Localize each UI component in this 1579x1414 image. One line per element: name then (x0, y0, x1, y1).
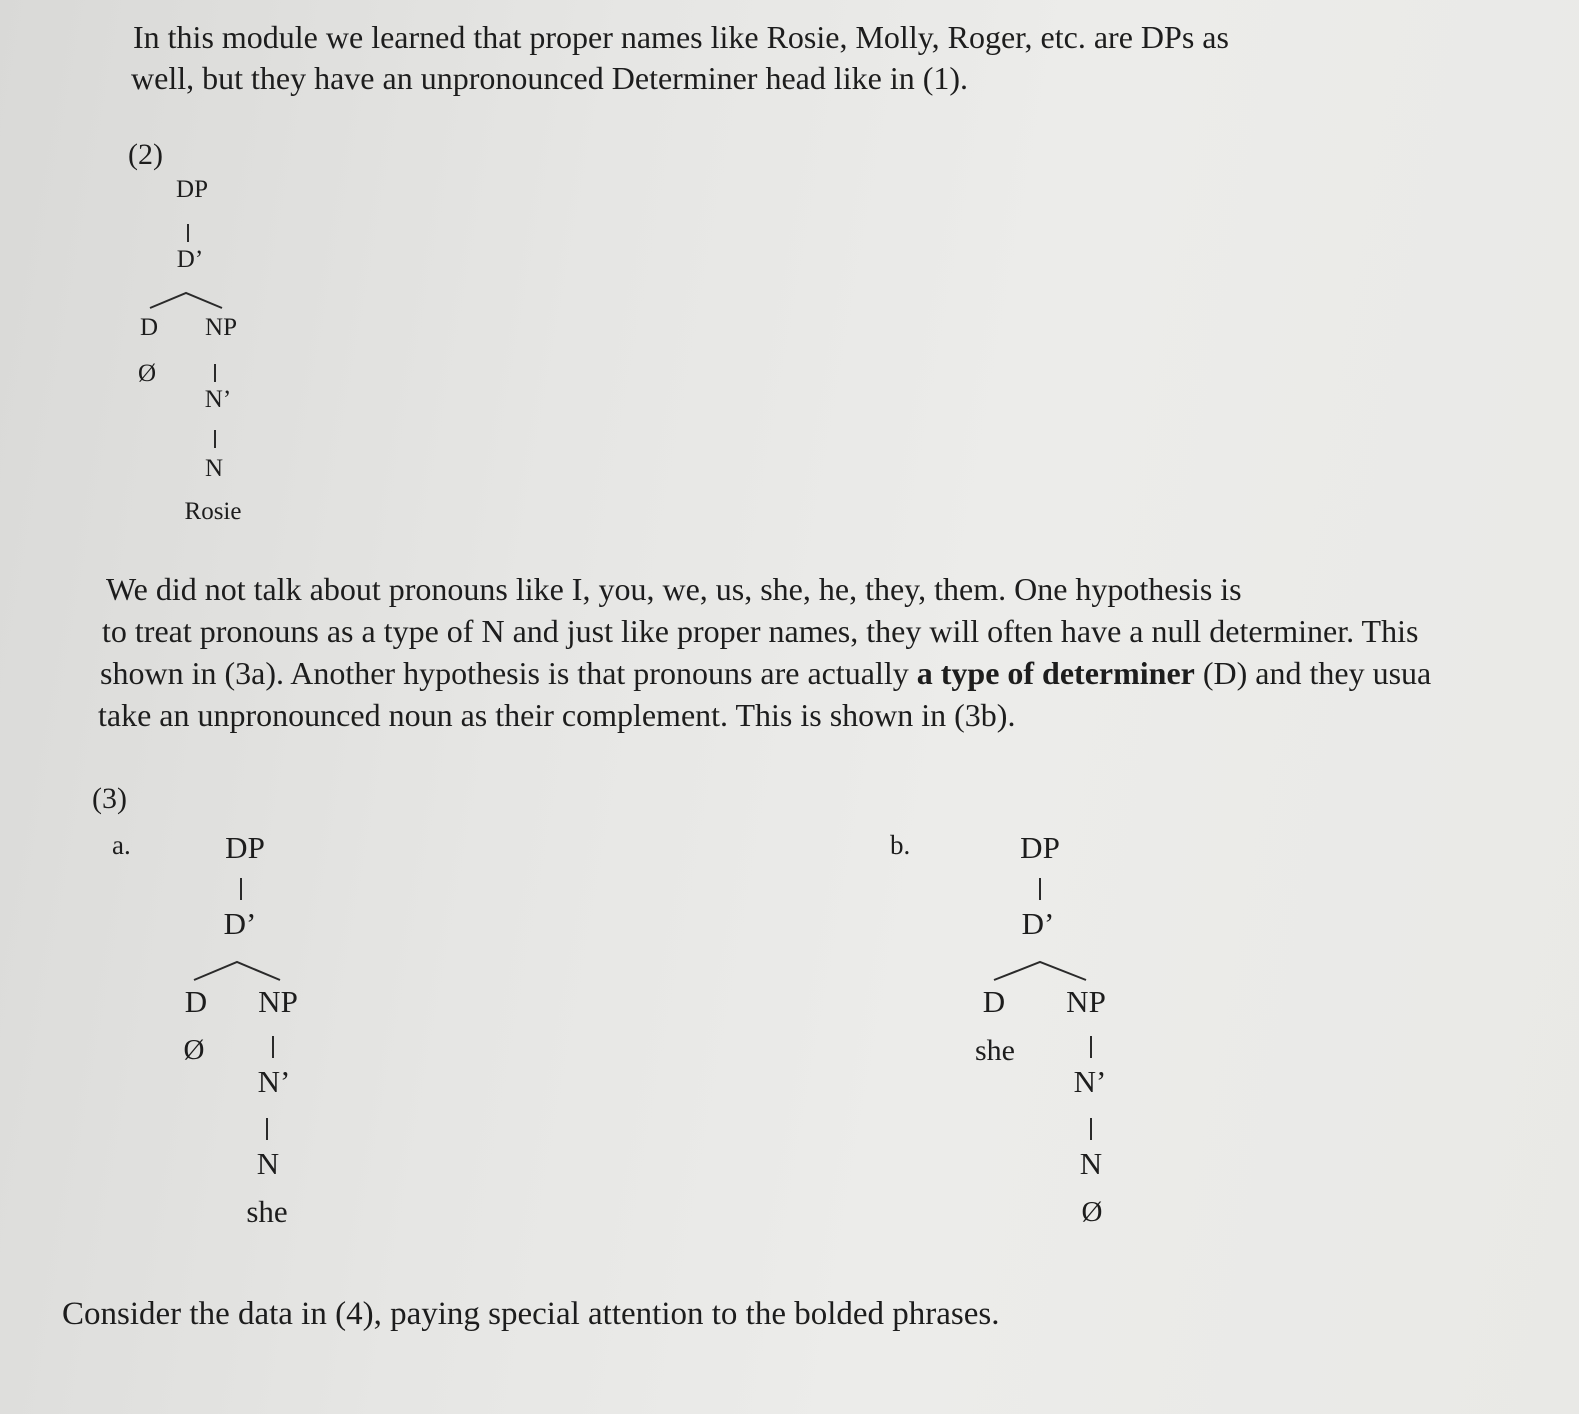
tree-3b-branch-nbar (1090, 1118, 1092, 1140)
paragraph-line-3-end: (D) and they usua (1194, 655, 1432, 691)
tree-3a-dp: DP (225, 830, 265, 865)
tree-3b-branch-dp (1039, 878, 1041, 900)
tree-3a-branch-np (272, 1036, 274, 1058)
tree-2-np: NP (205, 314, 237, 341)
tree-3a-np: NP (258, 984, 298, 1019)
tree-2-branch-dbar (148, 290, 224, 310)
tree-3a-label: a. (112, 830, 131, 860)
tree-2-nbar: N’ (204, 386, 232, 413)
tree-3b-n-word: Ø (1081, 1196, 1103, 1228)
paragraph-line-2: to treat pronouns as a type of N and just like proper names, they will often have a null determiner. This (102, 613, 1419, 649)
tree-3b-branch-dbar (992, 958, 1088, 982)
tree-3b-d-word: she (975, 1034, 1015, 1067)
tree-2-dbar: D’ (176, 246, 204, 273)
tree-3b-label: b. (890, 830, 911, 860)
tree-3a-nbar: N’ (257, 1064, 291, 1099)
tree-3a-d: D (184, 984, 208, 1019)
tree-3a-branch-nbar (266, 1118, 268, 1140)
tree-3a-branch-dbar (192, 958, 282, 982)
tree-2-n: N (204, 455, 224, 482)
tree-2-branch-np (214, 364, 216, 382)
tree-3b-dbar: D’ (1021, 906, 1055, 941)
tree-2-branch-nbar (214, 430, 216, 448)
example-3-label: (3) (92, 782, 127, 815)
example-2-label: (2) (128, 138, 163, 171)
paragraph-line-1: We did not talk about pronouns like I, you, we, us, she, he, they, them. One hypothesis is (106, 571, 1242, 607)
paragraph-line-3-start: shown in (3a). Another hypothesis is that pronouns are actually (100, 655, 917, 691)
tree-3a-dbar: D’ (223, 906, 257, 941)
tree-2-n-word: Rosie (184, 498, 242, 525)
paragraph-line-4: take an unpronounced noun as their complement. This is shown in (3b). (98, 697, 1016, 733)
tree-2-branch-dp (187, 224, 189, 242)
bold-phrase: a type of determiner (916, 655, 1195, 691)
intro-line-1: In this module we learned that proper names like Rosie, Molly, Roger, etc. are DPs as (133, 19, 1229, 55)
tree-3b-np: NP (1066, 984, 1106, 1019)
tree-3b-branch-np (1090, 1036, 1092, 1058)
tree-3b-n: N (1079, 1146, 1103, 1181)
tree-2-d-word: Ø (137, 360, 157, 387)
intro-line-2: well, but they have an unpronounced Determiner head like in (1). (131, 60, 969, 96)
tree-2-dp: DP (176, 176, 208, 203)
tree-3b-dp: DP (1020, 830, 1060, 865)
tree-3a-n: N (256, 1146, 280, 1181)
closing-line: Consider the data in (4), paying special attention to the bolded phrases. (62, 1296, 1000, 1332)
tree-3b-nbar: N’ (1073, 1064, 1107, 1099)
tree-3a-d-word: Ø (183, 1034, 205, 1066)
tree-3b-d: D (982, 984, 1006, 1019)
paragraph-line-3 (100, 652, 1431, 694)
tree-3a-branch-dp (240, 878, 242, 900)
tree-2-d: D (139, 314, 159, 341)
tree-3a-n-word: she (246, 1194, 288, 1229)
